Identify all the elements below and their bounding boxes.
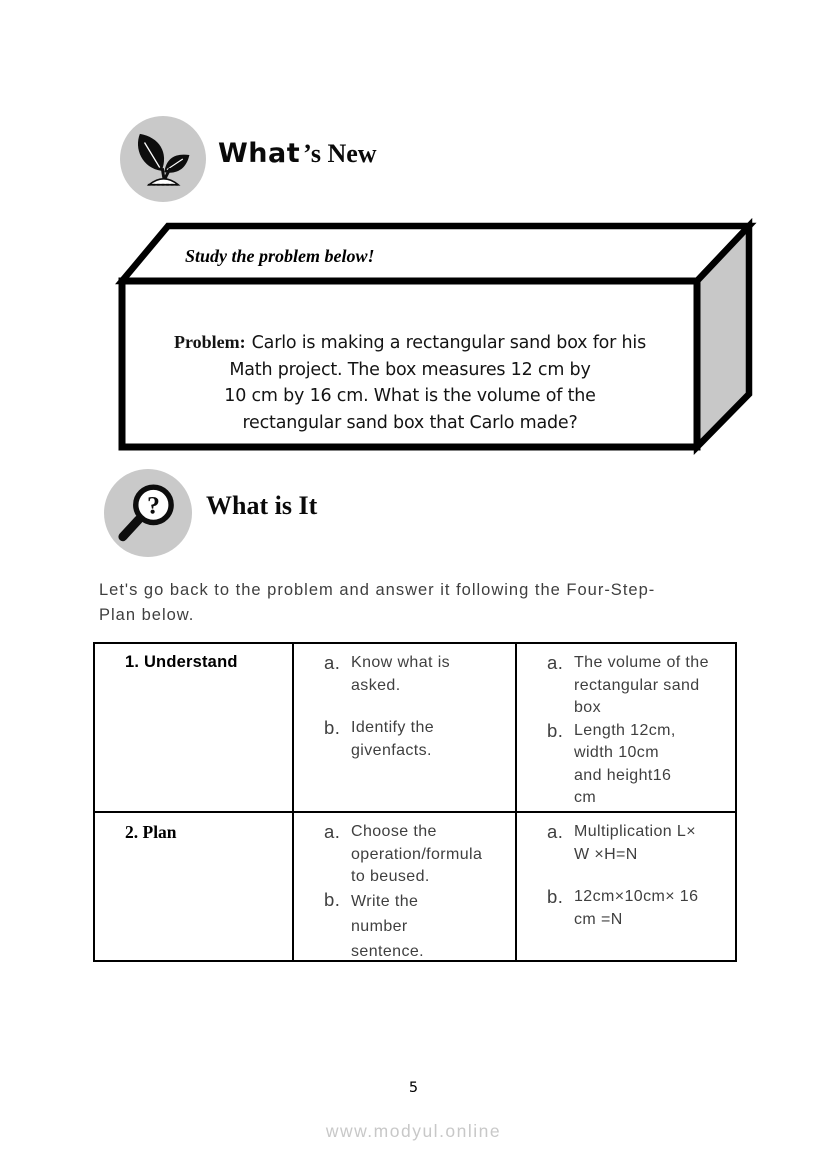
problem-line-3: 10 cm by 16 cm. What is the volume of the: [224, 386, 596, 406]
table-row-label-plan: 2. Plan: [95, 811, 292, 960]
seedling-icon-graphic: [130, 124, 196, 194]
text-line: The volume of the: [574, 654, 709, 671]
item-marker: a.: [324, 821, 341, 842]
text-line: Identify the: [351, 719, 435, 736]
magnifier-handle: [123, 520, 139, 537]
text-line: cm: [574, 789, 597, 806]
text-line: Multiplication L×: [574, 823, 696, 840]
item-lines: [574, 821, 696, 866]
item-marker: b.: [324, 888, 341, 910]
page-number: 5: [408, 1080, 419, 1096]
plan-steps-cell: [292, 811, 515, 960]
list-item: [547, 821, 733, 866]
text-line: cm =N: [574, 910, 623, 928]
four-step-plan-table: [93, 642, 737, 962]
text-line: rectangular sand: [574, 676, 700, 694]
item-lines: [351, 821, 482, 889]
problem-line-2: Math project. The box measures 12 cm by: [229, 359, 591, 380]
seedling-mound: [149, 179, 178, 185]
problem-line-1: [132, 329, 688, 357]
seedling-icon: [120, 116, 206, 202]
text-line: and height16: [574, 766, 672, 784]
problem-statement: [132, 329, 688, 436]
list-item: [324, 821, 513, 889]
text-line: givenfacts.: [351, 741, 432, 759]
what-is-it-heading: What is It: [206, 491, 318, 520]
text-line: sentence.: [351, 942, 424, 960]
text-line: to beused.: [351, 868, 430, 885]
text-line: box: [574, 699, 601, 716]
magnifier-icon-graphic: [114, 477, 182, 549]
text-line: asked.: [351, 676, 401, 694]
understand-answers-cell: [515, 644, 735, 811]
plan-answers-cell: [515, 811, 735, 960]
item-marker: a.: [547, 652, 564, 673]
problem-label: Problem:: [174, 332, 246, 352]
item-marker: a.: [324, 652, 341, 673]
list-item: [324, 889, 513, 961]
whats-new-heading: [218, 138, 377, 169]
text-line: Choose the: [351, 823, 437, 840]
intro-paragraph: [99, 578, 655, 628]
question-mark-glyph: ?: [146, 490, 160, 520]
intro-line-2: Plan below.: [99, 606, 195, 624]
text-line: W ×H=N: [574, 845, 638, 863]
box-banner-text: Study the problem below!: [185, 246, 375, 266]
text-line: operation/formula: [351, 845, 483, 863]
magnifier-question-icon: [104, 469, 192, 557]
item-lines: [351, 889, 424, 961]
list-item: [547, 720, 733, 810]
item-lines: [351, 717, 434, 762]
text-line: Know what is: [351, 654, 451, 671]
item-marker: b.: [547, 886, 564, 907]
text-line: Length 12cm,: [574, 721, 676, 739]
whats-new-heading-part1: What: [218, 138, 301, 169]
item-marker: a.: [547, 821, 564, 842]
list-item: [324, 717, 513, 762]
item-lines: [574, 720, 676, 810]
item-lines: [574, 886, 698, 931]
list-item: [547, 886, 733, 931]
problem-line-1-text: Carlo is making a rectangular sand box for his: [251, 333, 646, 353]
item-marker: b.: [547, 719, 564, 741]
text-line: 12cm×10cm× 16: [574, 888, 699, 905]
item-marker: b.: [324, 717, 341, 738]
understand-steps-cell: [292, 644, 515, 811]
item-lines: [574, 652, 709, 720]
list-item: [547, 652, 733, 720]
table-row-label-understand: 1. Understand: [125, 653, 238, 671]
list-item: [324, 652, 513, 697]
problem-line-4: rectangular sand box that Carlo made?: [242, 412, 578, 433]
text-line: number: [351, 917, 408, 935]
text-line: Write the: [351, 892, 419, 910]
item-lines: [351, 652, 450, 697]
intro-line-1: Let's go back to the problem and answer it following the Four-Step-: [99, 581, 656, 599]
text-line: width 10cm: [574, 744, 659, 761]
whats-new-heading-part2: ’s New: [303, 139, 377, 168]
watermark-text: www.modyul.online: [325, 1121, 502, 1141]
